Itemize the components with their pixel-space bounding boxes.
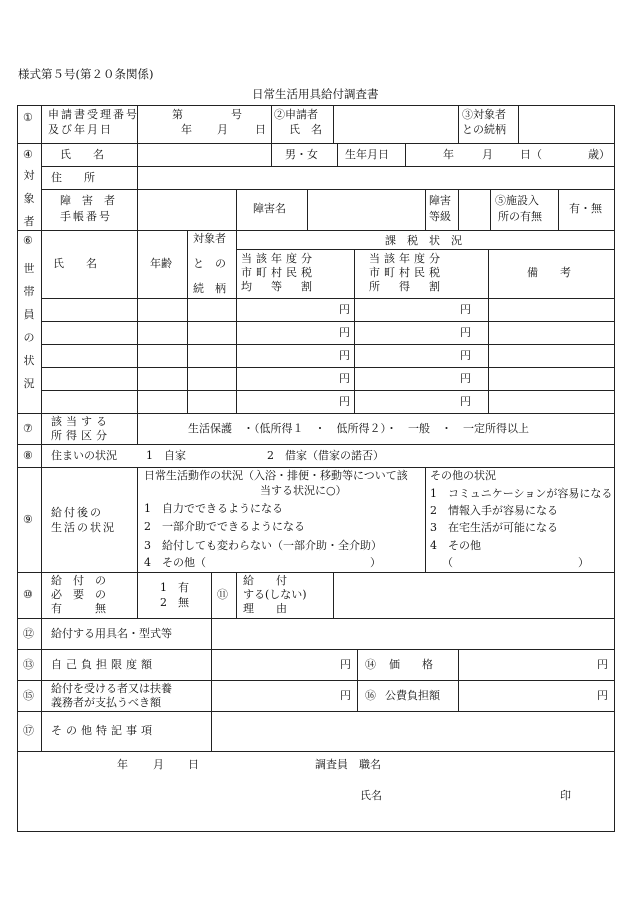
relation-field[interactable] bbox=[519, 106, 613, 142]
yen-a-row2: 円 bbox=[339, 326, 350, 339]
facility-label-2: 所の有無 bbox=[498, 210, 542, 223]
other-option-3[interactable]: 3 在宅生活が可能になる bbox=[430, 521, 558, 534]
applicant-name-label: 氏 名 bbox=[289, 123, 322, 136]
app-day-label: 日 bbox=[255, 123, 266, 136]
need-label-1: 給 付 の bbox=[51, 574, 106, 587]
birth-year-label: 年 bbox=[443, 148, 454, 161]
row8-number: ⑧ bbox=[23, 449, 33, 462]
yen-a-row3: 円 bbox=[339, 349, 350, 362]
yen-b-row3: 円 bbox=[460, 349, 471, 362]
copay-limit-yen: 円 bbox=[340, 658, 351, 671]
price-yen: 円 bbox=[597, 658, 608, 671]
applicant-name-field[interactable] bbox=[334, 106, 457, 142]
reason-label-3: 理 由 bbox=[243, 602, 287, 615]
housing-option-rent[interactable]: 2 借家（借家の諾否） bbox=[267, 449, 384, 462]
birth-month-label: 月 bbox=[482, 148, 493, 161]
tax-b-header-2: 市町村民税 bbox=[369, 266, 444, 279]
address-label: 住 所 bbox=[51, 171, 95, 184]
application-number-label: 申請書受理番号 bbox=[48, 108, 139, 121]
daily-status-title-2: 当する状況に○） bbox=[260, 484, 347, 497]
other-option-4[interactable]: 4 その他 bbox=[430, 539, 481, 552]
row17-number: ⑰ bbox=[23, 724, 34, 737]
household-number: ⑥ bbox=[23, 234, 33, 247]
row1-number: ① bbox=[23, 111, 33, 124]
investigator-title-label: 調査員 職名 bbox=[315, 758, 381, 771]
reason-label-2: する(しない) bbox=[243, 588, 307, 601]
other-option-4-open: （ bbox=[442, 556, 453, 569]
remarks-header: 備 考 bbox=[527, 266, 571, 279]
income-class-label-2: 所得区分 bbox=[51, 429, 111, 442]
form-number: 様式第５号(第２０条関係) bbox=[18, 67, 154, 81]
payer-label-1: 給付を受ける者又は扶養 bbox=[51, 682, 172, 695]
other-option-4-close: ） bbox=[578, 556, 589, 569]
household-rel-header-1: 対象者 bbox=[193, 232, 226, 245]
tax-a-header-2: 市町村民税 bbox=[241, 266, 316, 279]
yen-a-row4: 円 bbox=[339, 372, 350, 385]
application-date-label: 及び年月日 bbox=[48, 123, 113, 136]
row11-number: ⑪ bbox=[217, 588, 228, 601]
handbook-number-field[interactable] bbox=[138, 190, 235, 229]
handbook-label-1: 障 害 者 bbox=[60, 194, 115, 207]
housing-option-own[interactable]: 1 自家 bbox=[146, 449, 186, 462]
payer-yen: 円 bbox=[340, 689, 351, 702]
gender-selector[interactable]: 男・女 bbox=[285, 148, 318, 161]
yen-b-row2: 円 bbox=[460, 326, 471, 339]
dai-label: 第 bbox=[172, 108, 183, 121]
household-age-header: 年齢 bbox=[150, 257, 172, 270]
daily-option-1[interactable]: 1 自力でできるようになる bbox=[144, 502, 283, 515]
footer-year-label: 年 bbox=[117, 758, 128, 771]
app-month-label: 月 bbox=[217, 123, 228, 136]
other-option-1[interactable]: 1 コミュニケーションが容易になる bbox=[430, 487, 613, 500]
household-side-label: 世 帯 員 の 状 況 bbox=[23, 262, 35, 390]
daily-option-4-close: ） bbox=[370, 556, 381, 569]
row14-number: ⑭ bbox=[365, 658, 376, 671]
need-option-yes[interactable]: 1 有 bbox=[160, 581, 189, 594]
other-option-2[interactable]: 2 情報入手が容易になる bbox=[430, 504, 558, 517]
income-class-label-1: 該当する bbox=[51, 415, 111, 428]
go-label: 号 bbox=[231, 108, 242, 121]
tax-a-header-1: 当該年度分 bbox=[241, 252, 316, 265]
seal-mark: 印 bbox=[560, 789, 571, 802]
disability-name-field[interactable] bbox=[308, 190, 424, 229]
relation-label-2: との続柄 bbox=[462, 123, 506, 136]
birth-day-label: 日（ bbox=[520, 148, 542, 161]
household-rel-header-2: と の bbox=[193, 257, 226, 270]
after-life-label-1: 給付後の bbox=[51, 506, 103, 519]
handbook-label-2: 手帳番号 bbox=[60, 210, 112, 223]
grade-label-1: 障害 bbox=[429, 194, 451, 207]
app-year-label: 年 bbox=[181, 123, 192, 136]
tax-b-header-3: 所 得 割 bbox=[369, 280, 444, 293]
row15-number: ⑮ bbox=[23, 689, 34, 702]
income-class-options[interactable]: 生活保護 ・（低所得１ ・ 低所得２）・ 一般 ・ 一定所得以上 bbox=[188, 422, 529, 435]
yen-b-row5: 円 bbox=[460, 395, 471, 408]
grade-label-2: 等級 bbox=[429, 210, 451, 223]
facility-selector[interactable]: 有・無 bbox=[569, 202, 602, 215]
need-option-no[interactable]: 2 無 bbox=[160, 596, 189, 609]
yen-a-row1: 円 bbox=[339, 303, 350, 316]
need-label-3: 有 無 bbox=[51, 602, 106, 615]
row7-number: ⑦ bbox=[23, 422, 33, 435]
daily-status-title-1: 日常生活動作の状況（入浴・排便・移動等について該 bbox=[144, 469, 408, 482]
remarks-label: その他特記事項 bbox=[51, 724, 156, 737]
price-label: 価 格 bbox=[389, 658, 433, 671]
payer-label-2: 義務者が支払うべき額 bbox=[51, 696, 161, 709]
row13-number: ⑬ bbox=[23, 658, 34, 671]
reason-label-1: 給 付 bbox=[243, 574, 287, 587]
household-name-header: 氏 名 bbox=[53, 257, 97, 270]
footer-month-label: 月 bbox=[153, 758, 164, 771]
tax-status-header: 課 税 状 況 bbox=[385, 234, 462, 247]
subject-name-field[interactable] bbox=[138, 144, 270, 165]
tax-a-header-3: 均 等 割 bbox=[241, 280, 316, 293]
equipment-name-label: 給付する用具名・型式等 bbox=[51, 627, 172, 640]
yen-a-row5: 円 bbox=[339, 395, 350, 408]
housing-label: 住まいの状況 bbox=[51, 449, 117, 462]
copay-limit-label: 自己負担限度額 bbox=[51, 658, 156, 671]
row10-number: ⑩ bbox=[23, 588, 33, 601]
public-burden-yen: 円 bbox=[597, 689, 608, 702]
household-rel-header-3: 続 柄 bbox=[193, 282, 226, 295]
form-title: 日常生活用具給付調査書 bbox=[252, 87, 379, 101]
facility-label-1: ⑤施設入 bbox=[495, 194, 539, 207]
row16-number: ⑯ bbox=[365, 689, 376, 702]
equipment-name-field[interactable] bbox=[212, 619, 613, 648]
yen-b-row1: 円 bbox=[460, 303, 471, 316]
age-label: 歳） bbox=[588, 148, 610, 161]
yen-b-row4: 円 bbox=[460, 372, 471, 385]
other-status-title: その他の状況 bbox=[430, 469, 496, 482]
row12-number: ⑫ bbox=[23, 627, 34, 640]
birth-date-label: 生年月日 bbox=[345, 148, 389, 161]
reason-field[interactable] bbox=[334, 573, 613, 617]
daily-option-4[interactable]: 4 その他（ bbox=[144, 556, 206, 569]
investigator-name-label: 氏名 bbox=[360, 789, 382, 802]
row9-number: ⑨ bbox=[23, 513, 33, 526]
tax-b-header-1: 当該年度分 bbox=[369, 252, 444, 265]
need-label-2: 必 要 の bbox=[51, 588, 106, 601]
row4-number: ④ bbox=[23, 148, 33, 161]
daily-option-3[interactable]: 3 給付しても変わらない（一部介助・全介助） bbox=[144, 539, 382, 552]
subject-side-label: 対 象 者 bbox=[23, 169, 35, 228]
subject-name-label: 氏 名 bbox=[60, 148, 104, 161]
daily-option-2[interactable]: 2 一部介助でできるようになる bbox=[144, 520, 305, 533]
footer-day-label: 日 bbox=[188, 758, 199, 771]
remarks-field[interactable] bbox=[212, 712, 613, 750]
relation-label-1: ③対象者 bbox=[462, 108, 506, 121]
after-life-label-2: 生活の状況 bbox=[51, 521, 116, 534]
applicant-label: ②申請者 bbox=[274, 108, 318, 121]
disability-name-label: 障害名 bbox=[253, 202, 286, 215]
address-field[interactable] bbox=[138, 167, 613, 188]
public-burden-label: 公費負担額 bbox=[385, 689, 440, 702]
